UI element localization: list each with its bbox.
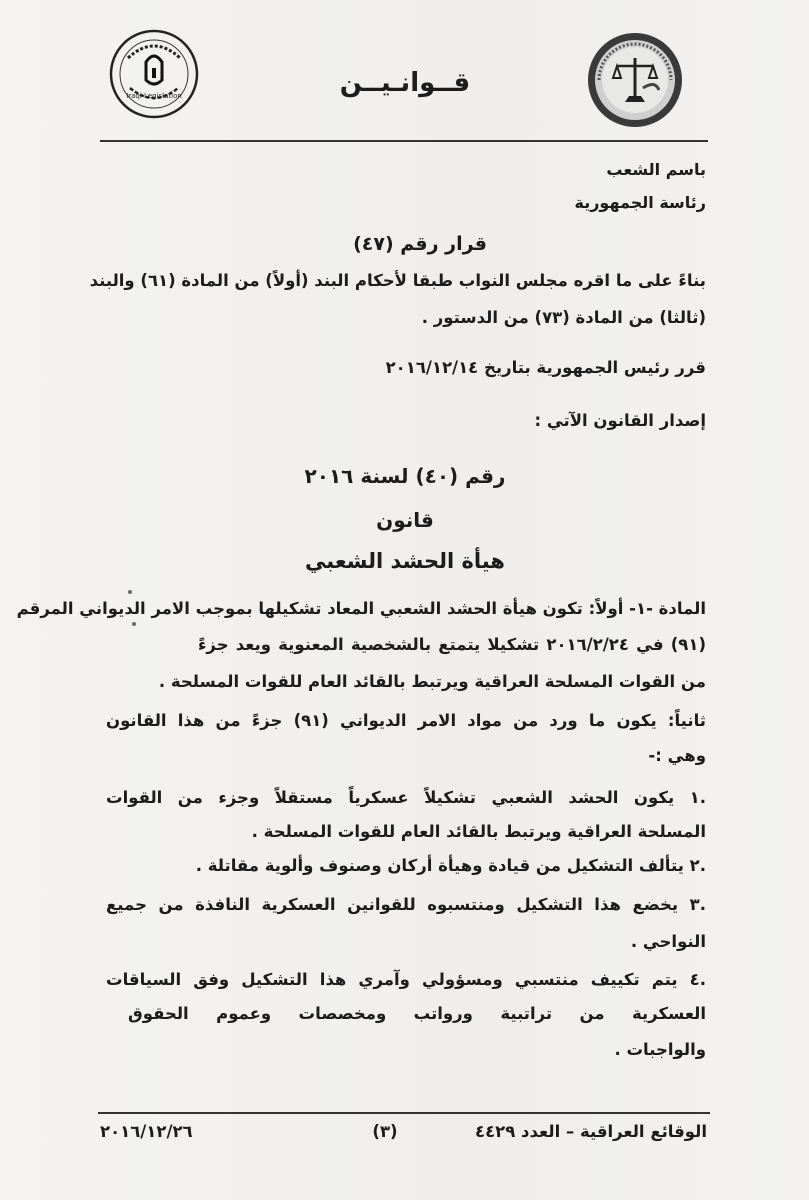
logo-caption: Iraqi Legislation (126, 92, 182, 100)
list-item-2: .٢ يتألف التشكيل من قيادة وهيأة أركان وصنوف وألوية مقاتلة . (195, 856, 706, 875)
list-item-1-line-1: .١ يكون الحشد الشعبي تشكيلاً عسكرياً مستقلاً وجزء من القوات (106, 788, 706, 807)
basis-line-1: بناءً على ما اقره مجلس النواب طبقا لأحكام البند (أولاً) من المادة (٦١) والبند (89, 271, 706, 290)
in-name-of-people: باسم الشعب (606, 160, 706, 179)
president-decision-line: قرر رئيس الجمهورية بتاريخ ٢٠١٦/١٢/١٤ (385, 358, 706, 377)
page-number: (٣) (372, 1122, 398, 1141)
list-item-4-line-1: .٤ يتم تكييف منتسبي ومسؤولي وآمري هذا التشكيل وفق السياقات (106, 970, 706, 989)
header-divider (100, 140, 708, 142)
list-item-1-line-2: المسلحة العراقية ويرتبط بالقائد العام للقوات المسلحة . (251, 822, 706, 841)
law-number: رقم (٤٠) لسنة ٢٠١٦ (304, 464, 506, 488)
list-item-3-line-1: .٣ يخضع هذا التشكيل ومنتسبوه للقوانين العسكرية النافذة من جميع (106, 895, 706, 914)
list-item-4-line-2: العسكرية من تراتبية ورواتب ومخصصات وعموم الحقوق (128, 1004, 706, 1023)
issue-date: ٢٠١٦/١٢/٢٦ (100, 1122, 193, 1141)
gazette-issue: الوقائع العراقية – العدد ٤٤٢٩ (475, 1122, 707, 1141)
article-1-first-line-1: المادة -١- أولاً: تكون هيأة الحشد الشعبي المعاد تشكيلها بموجب الامر الديواني المرقم (16, 599, 706, 618)
article-1-second-line-2: وهي :- (648, 746, 706, 765)
article-1-first-line-3: من القوات المسلحة العراقية ويرتبط بالقائد العام للقوات المسلحة . (158, 672, 706, 691)
law-name: هيأة الحشد الشعبي (305, 549, 505, 573)
law-type: قانون (376, 508, 434, 532)
article-1-second-line-1: ثانياً: يكون ما ورد من مواد الامر الديواني (٩١) جزءً من هذا القانون (106, 711, 706, 730)
justice-scales-seal-icon (585, 30, 685, 130)
iraqi-legislation-logo (108, 28, 200, 120)
scan-speck (132, 622, 136, 626)
list-item-4-line-3: والواجبات . (614, 1040, 706, 1059)
presidency-heading: رئاسة الجمهورية (574, 193, 706, 212)
basis-line-2: (ثالثا) من المادة (٧٣) من الدستور . (421, 308, 706, 327)
article-1-first-line-2: (٩١) في ٢٠١٦/٢/٢٤ تشكيلا يتمتع بالشخصية المعنوية ويعد جزءً (198, 635, 706, 654)
issue-law-line: إصدار القانون الآتي : (534, 411, 706, 430)
page-section-title: قــوانـيــن (339, 68, 471, 98)
decision-number: قرار رقم (٤٧) (353, 233, 487, 255)
scan-speck (128, 590, 132, 594)
footer-divider (98, 1112, 710, 1114)
list-item-3-line-2: النواحي . (630, 932, 706, 951)
